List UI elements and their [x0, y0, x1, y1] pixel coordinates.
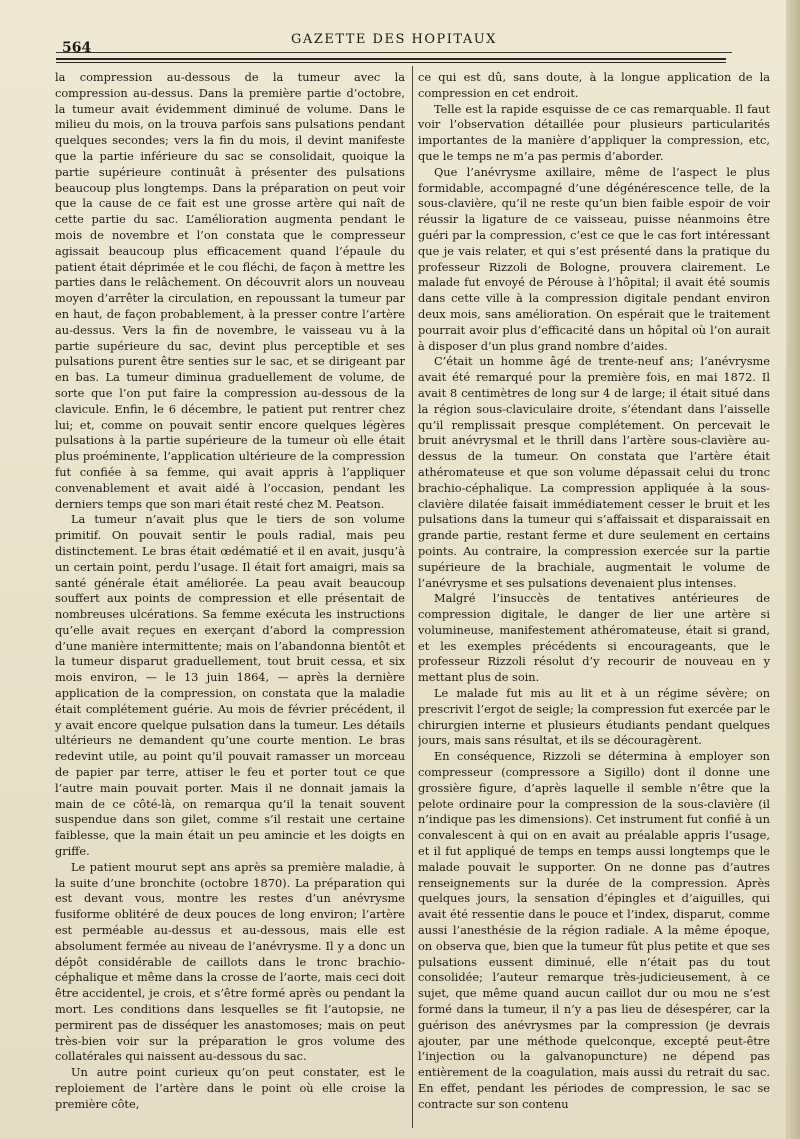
paragraph: la compression au-dessous de la tumeur avec la compression au-dessus. Dans la première partie d’octobre, la tumeur avait évidemment diminué de volume. Dans le milieu du mois, on la trouva parfois sans pulsations pendant quelques secondes; vers la fin du mois, il devint manifeste que la partie inférieure du sac se consolidait, quoique la partie supérieure continuât à présenter des pulsations beaucoup plus longtemps. Dans la préparation on peut voir que la cause de ce fait est une grosse artère qui naît de cette partie du sac. L’amélioration augmenta pendant le mois de novembre et l’on constata que le compresseur agissait beaucoup plus efficacement quand l’épaule du patient était déprimée et le cou fléchi, de façon à mettre les parties dans le relâchement. On découvrit alors un nouveau moyen d’arrêter la circulation, en repoussant la tumeur par en haut, de façon probablement, à la presser contre l’artère au-dessus. Vers la fin de novembre, le vaisseau vu à la partie supérieure du sac, devint plus perceptible et ses pulsations purent être senties sur le sac, et se dirigeant par en bas. La tumeur diminua graduellement de volume, de sorte que l’on put faire la compression au-dessous de la clavicule. Enfin, le 6 décembre, le patient put rentrer chez lui; et, comme on pouvait sentir encore quelques légères pulsations à la partie supérieure de la tumeur où elle était plus proéminente, l’application ultérieure de la compression fut confiée à sa femme, qui avait appris à l’appliquer convenablement et avait aidé à l’occasion, pendant les derniers temps que son mari était resté chez M. Peatson. [55, 70, 405, 511]
header-rule-thin [56, 62, 726, 63]
paragraph: Le malade fut mis au lit et à un régime sévère; on prescrivit l’ergot de seigle; la compression fut exercée par le chirurgien interne et plusieurs étudiants pendant quelques jours, mais sans résultat, et ils se découragèrent. [418, 686, 770, 748]
paragraph: Telle est la rapide esquisse de ce cas remarquable. Il faut voir l’observation détaillée pour plusieurs particularités importantes de la manière d’appliquer la compression, etc, que le temps ne m’a pas permis d’aborder. [418, 101, 770, 163]
page-header [56, 30, 732, 56]
paragraph: C’était un homme âgé de trente-neuf ans; l’anévrysme avait été remarqué pour la première fois, en mai 1872. Il avait 8 centimètres de long sur 4 de large; il était situé dans la région sous-claviculaire droite, s’étendant dans l’aisselle qu’il remplissait presque complétement. On percevait le bruit anévrysmal et le thrill dans l’artère sous-clavière au-dessus de la tumeur. On constata que l’artère était athéromateuse et que son volume dépassait celui du tronc brachio-céphalique. La compression appliquée à la sous-clavière dilatée faisait immédiatement cesser le bruit et les pulsations dans la tumeur qui s’affaissait et disparaissait en grande partie, restant ferme et dure seulement en certains points. Au contraire, la compression exercée sur la partie supérieure de la brachiale, augmentait le volume de l’anévrysme et ses pulsations devenaient plus intenses. [418, 354, 770, 590]
paragraph: En conséquence, Rizzoli se détermina à employer son compresseur (compressore a Sigillo) dont il donne une grossière figure, d’après laquelle il semble n’être que la pelote ordinaire pour la compression de la sous-clavière (il n’indique pas les dimensions). Cet instrument fut confié à un convalescent à qui on en avait au préalable appris l’usage, et il fut appliqué de temps en temps aussi longtemps que le malade pouvait le supporter. On ne donne pas d’autres renseignements sur la durée de la compression. Après quelques jours, la sensation d’épingles et d’aiguilles, qui avait été ressentie dans le pouce et l’index, disparut, comme aussi l’anesthésie de la région radiale. A la même époque, on observa que, bien que la tumeur fût plus petite et que ses pulsations eussent diminué, elle n’était pas du tout consolidée; l’auteur remarque très-judicieusement, à ce sujet, que même quand aucun caillot dur ou mou ne s’est formé dans la tumeur, il n’y a pas lieu de désespérer, car la guérison des anévrysmes par la compression (je devrais ajouter, par une méthode quelconque, excepté peut-être l’injection ou la galvanopuncture) ne dépend pas entièrement de la coagulation, mais aussi du retrait du sac. En effet, pendant les périodes de compression, le sac se contracte sur son contenu [418, 749, 770, 1111]
paragraph: Malgré l’insuccès de tentatives antérieures de compression digitale, le danger de lier une artère si volumineuse, manifestement athéromateuse, était si grand, et les exemples précédents si encourageants, que le professeur Rizzoli résolut d’y recourir de nouveau en y mettant plus de soin. [418, 591, 770, 685]
paragraph: ce qui est dû, sans doute, à la longue application de la compression en cet endroit. [418, 70, 770, 100]
header-rule [56, 58, 726, 60]
page-number: 564 [62, 40, 92, 56]
paragraph: La tumeur n’avait plus que le tiers de son volume primitif. On pouvait sentir le pouls radial, mais peu distinctement. Le bras était œdématié et il en avait, jusqu’à un certain point, perdu l’usage. Il était fort amaigri, mais sa santé générale était améliorée. La peau avait beaucoup souffert aux points de compression et elle présentait de nombreuses ulcérations. Sa femme exécuta les instructions qu’elle avait reçues en exerçant d’abord la compression d’une manière intermittente; mais on l’abandonna bientôt et la tumeur disparut graduellement, tout bruit cessa, et six mois environ, — le 13 juin 1864, — après la dernière application de la compression, on constata que la maladie était complétement guérie. Au mois de février précédent, il y avait encore quelque pulsation dans la tumeur. Les détails ultérieurs ne demandent qu’une courte mention. Le bras redevint utile, au point qu’il pouvait ramasser un morceau de papier par terre, attiser le feu et porter tout ce que l’autre main pouvait porter. Mais il ne donnait jamais la main de ce côté-là, on remarqua qu’il la tenait souvent suspendue dans son gilet, comme s’il restait une certaine faiblesse, que la main était un peu amincie et les doigts en griffe. [55, 512, 405, 859]
paragraph: Un autre point curieux qu’on peut constater, est le reploiement de l’artère dans le point où elle croise la première côte, [55, 1065, 405, 1111]
paragraph: Que l’anévrysme axillaire, même de l’aspect le plus formidable, accompagné d’une dégénérescence telle, de la sous-clavière, qu’il ne reste qu’un bien faible espoir de voir réussir la ligature de ce vaisseau, puisse néanmoins être guéri par la compression, c’est ce que le cas fort intéressant que je vais relater, et qui s’est présenté dans la pratique du professeur Rizzoli de Bologne, prouvera clairement. Le malade fut envoyé de Pérouse à l’hôpital; il avait été soumis dans cette ville à la compression digitale pendant environ deux mois, sans amélioration. On espérait que le traitement pourrait avoir plus d’efficacité dans un hôpital où l’on aurait à disposer d’un plus grand nombre d’aides. [418, 164, 770, 353]
paragraph: Le patient mourut sept ans après sa première maladie, à la suite d’une bronchite (octobre 1870). La préparation qui est devant vous, montre les restes d’un anévrysme fusiforme oblitéré de deux pouces de long environ; l’artère est perméable au-dessus et au-dessous, mais elle est absolument fermée au niveau de l’anévrysme. Il y a donc un dépôt considérable de caillots dans le tronc brachio-céphalique et même dans la crosse de l’aorte, mais ceci doit être accidentel, je crois, et s’être formé après ou pendant la mort. Les conditions dans lesquelles se fit l’autopsie, ne permirent pas de disséquer les anastomoses; mais on peut très-bien voir sur la préparation le gros volume des collatérales qui naissent au-dessous du sac. [55, 859, 405, 1064]
column-divider [412, 66, 413, 1128]
right-column [418, 70, 770, 1132]
journal-title: GAZETTE DES HOPITAUX [291, 32, 497, 47]
left-column [55, 70, 405, 1132]
page-edge [786, 0, 800, 1139]
